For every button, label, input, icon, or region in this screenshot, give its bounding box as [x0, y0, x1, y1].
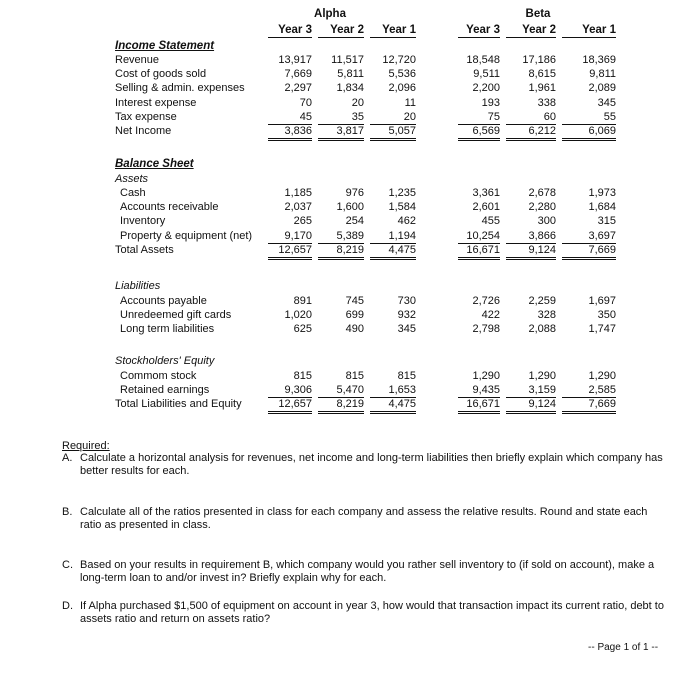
table-cell: 12,657	[268, 244, 312, 260]
table-cell: 193	[481, 96, 500, 109]
table-cell: 1,600	[336, 201, 364, 214]
row-label: Revenue	[115, 54, 160, 66]
table-cell: 315	[597, 215, 616, 228]
requirement-label: B.	[62, 506, 73, 518]
row-label: Unredeemed gift cards	[120, 309, 232, 322]
table-cell: 8,615	[528, 68, 556, 81]
table-cell: 3,817	[318, 125, 364, 141]
table-cell: 745	[345, 295, 364, 307]
year-header: Year 1	[370, 24, 416, 38]
year-header: Year 3	[268, 24, 312, 38]
table-cell: 7,669	[284, 68, 312, 81]
table-cell: 932	[397, 309, 416, 322]
table-cell: 1,697	[588, 295, 616, 307]
row-label: Cash	[120, 187, 146, 199]
requirement-text: Based on your results in requirement B, which company would you rather sell inventory to (if sold on account), make a long-term loan to and/or invest in? Briefly explain why for each.	[80, 559, 655, 584]
table-cell: 1,020	[284, 309, 312, 322]
row-label: Accounts receivable	[120, 201, 219, 214]
table-cell: 338	[537, 96, 556, 109]
table-cell: 11	[404, 96, 416, 109]
assets-subtitle: Assets	[115, 173, 149, 185]
table-cell: 17,186	[522, 54, 556, 66]
table-cell: 9,124	[506, 244, 556, 260]
table-cell: 1,290	[472, 370, 500, 382]
table-cell: 815	[345, 370, 364, 382]
table-cell: 6,212	[506, 125, 556, 141]
table-cell: 60	[506, 111, 556, 125]
table-cell: 3,866	[506, 230, 556, 244]
table-cell: 4,475	[370, 244, 416, 260]
row-label: Inventory	[120, 215, 166, 228]
table-cell: 815	[397, 370, 416, 382]
table-cell: 2,200	[472, 82, 500, 95]
table-cell: 462	[397, 215, 416, 228]
table-cell: 3,836	[268, 125, 312, 141]
page-footer: -- Page 1 of 1 --	[588, 642, 659, 653]
balance-sheet-title: Balance Sheet	[115, 158, 194, 170]
row-label: Property & equipment (net)	[120, 229, 253, 242]
requirement-text: Calculate all of the ratios presented in class for each company and assess the relative results. Round and state each ratio as presented in class.	[80, 506, 648, 531]
table-cell: 9,124	[506, 398, 556, 414]
table-cell: 345	[597, 96, 616, 109]
table-cell: 10,254	[458, 230, 500, 244]
year-header: Year 1	[562, 24, 616, 38]
table-cell: 300	[537, 215, 556, 228]
table-cell: 45	[268, 111, 312, 125]
table-cell: 4,475	[370, 398, 416, 414]
table-cell: 3,159	[506, 384, 556, 398]
year-header: Year 3	[458, 24, 500, 38]
table-cell: 1,235	[388, 187, 416, 199]
company-name-alpha: Alpha	[314, 8, 346, 20]
table-cell: 1,834	[336, 82, 364, 95]
table-cell: 2,088	[528, 323, 556, 336]
table-cell: 1,194	[370, 230, 416, 244]
table-cell: 20	[351, 96, 364, 109]
table-cell: 9,435	[458, 384, 500, 398]
table-cell: 976	[345, 187, 364, 199]
table-cell: 16,671	[458, 398, 500, 414]
table-cell: 5,536	[388, 68, 416, 81]
table-cell: 2,297	[284, 82, 312, 95]
table-cell: 1,290	[528, 370, 556, 382]
required-title: Required:	[62, 440, 110, 452]
table-cell: 35	[318, 111, 364, 125]
requirement-label: D.	[62, 600, 73, 612]
table-cell: 18,548	[466, 54, 500, 66]
table-cell: 6,569	[458, 125, 500, 141]
row-label: Total Assets	[115, 243, 174, 256]
table-cell: 18,369	[582, 54, 616, 66]
table-cell: 350	[597, 309, 616, 322]
requirement-label: A.	[62, 452, 73, 464]
table-cell: 3,697	[562, 230, 616, 244]
row-label: Interest expense	[115, 96, 197, 109]
table-cell: 455	[481, 215, 500, 228]
year-header: Year 2	[318, 24, 364, 38]
row-label: Net Income	[115, 125, 172, 137]
table-cell: 328	[537, 309, 556, 322]
table-cell: 265	[293, 215, 312, 228]
table-cell: 1,584	[388, 201, 416, 214]
table-cell: 8,219	[318, 398, 364, 414]
table-cell: 7,669	[562, 398, 616, 414]
table-cell: 16,671	[458, 244, 500, 260]
table-cell: 625	[293, 323, 312, 336]
table-cell: 6,069	[562, 125, 616, 141]
table-cell: 5,389	[318, 230, 364, 244]
requirement-label: C.	[62, 559, 73, 571]
company-name-beta: Beta	[525, 8, 551, 20]
table-cell: 9,306	[268, 384, 312, 398]
table-cell: 2,037	[284, 201, 312, 214]
table-cell: 9,170	[268, 230, 312, 244]
table-cell: 5,470	[318, 384, 364, 398]
row-label: Total Liabilities and Equity	[115, 398, 242, 411]
table-cell: 422	[481, 309, 500, 322]
row-label: Tax expense	[115, 110, 177, 123]
requirement-text: If Alpha purchased $1,500 of equipment on account in year 3, how would that transaction impact its current ratio, debt to assets ratio and return on assets ratio?	[80, 600, 664, 625]
row-label: Accounts payable	[120, 295, 207, 307]
requirement-text: Calculate a horizontal analysis for revenues, net income and long-term liabilities then briefly explain which company has better results for each.	[80, 452, 663, 477]
table-cell: 815	[293, 370, 312, 382]
table-cell: 1,185	[284, 187, 312, 199]
table-cell: 2,726	[472, 295, 500, 307]
table-cell: 2,280	[528, 201, 556, 214]
equity-subtitle: Stockholders' Equity	[115, 355, 215, 367]
row-label: Commom stock	[120, 370, 197, 382]
table-cell: 13,917	[278, 54, 312, 66]
table-cell: 70	[299, 96, 312, 109]
table-cell: 1,961	[528, 82, 556, 95]
table-cell: 2,678	[528, 187, 556, 199]
table-cell: 254	[345, 215, 364, 228]
table-cell: 9,811	[589, 68, 616, 81]
table-cell: 1,653	[370, 384, 416, 398]
table-cell: 8,219	[318, 244, 364, 260]
table-cell: 1,747	[588, 323, 616, 336]
row-label: Cost of goods sold	[115, 68, 207, 81]
table-cell: 11,517	[331, 54, 364, 66]
table-cell: 2,798	[472, 323, 500, 336]
table-cell: 3,361	[472, 187, 500, 199]
table-cell: 12,657	[268, 398, 312, 414]
table-cell: 2,585	[562, 384, 616, 398]
table-cell: 55	[562, 111, 616, 125]
year-header: Year 2	[506, 24, 556, 38]
table-cell: 345	[397, 323, 416, 336]
table-cell: 699	[345, 309, 364, 322]
table-cell: 5,057	[370, 125, 416, 141]
table-cell: 1,290	[588, 370, 616, 382]
table-cell: 20	[370, 111, 416, 125]
table-cell: 490	[345, 323, 364, 336]
table-cell: 2,096	[388, 82, 416, 95]
table-cell: 2,089	[588, 82, 616, 95]
table-cell: 2,601	[472, 201, 500, 214]
row-label: Retained earnings	[120, 384, 210, 397]
liabilities-subtitle: Liabilities	[115, 280, 161, 292]
table-cell: 1,973	[588, 187, 616, 199]
income-statement-title: Income Statement	[115, 40, 215, 52]
table-cell: 7,669	[562, 244, 616, 260]
table-cell: 12,720	[382, 54, 416, 66]
table-cell: 5,811	[337, 68, 364, 81]
table-cell: 9,511	[473, 68, 500, 81]
table-cell: 891	[293, 295, 312, 307]
table-cell: 2,259	[528, 295, 556, 307]
table-cell: 730	[397, 295, 416, 307]
table-cell: 1,684	[588, 201, 616, 214]
row-label: Selling & admin. expenses	[115, 82, 245, 95]
table-cell: 75	[458, 111, 500, 125]
row-label: Long term liabilities	[120, 323, 215, 336]
